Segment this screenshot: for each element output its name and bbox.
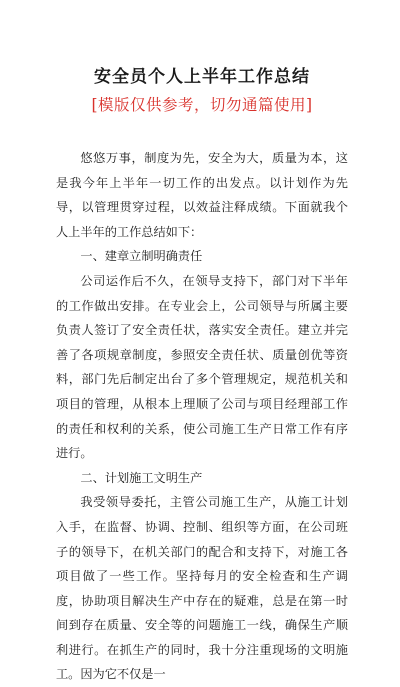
section-2-paragraph: 我受领导委托，主管公司施工生产，从施工计划入手，在监督、协调、控制、组织等方面，在公司班子的领导下，在机关部门的配合和支持下，对施工各项目做了一些工作。坚持每月的安全检查和生产调度，协助项目解决生产中存在的疑难，总是在第一时间到存在质量、安全等的问题施工一线，确保生产顺利进行。在抓生产的同时，我十分注重现场的文明施工。因为它不仅是一: [56, 495, 348, 682]
document-body: [56, 146, 348, 687]
document-title: 安全员个人上半年工作总结: [94, 67, 310, 87]
section-1-paragraph: 公司运作后不久，在领导支持下，部门对下半年的工作做出安排。在专业会上，公司领导与所属主要负责人签订了安全责任状，落实安全责任。建立并完善了各项规章制度，参照安全责任状、质量创优等资料，部门先后制定出台了多个管理规定，规范机关和项目的管理，从根本上理顺了公司与项目经理部工作的责任和权利的关系，使公司施工生产日常工作有序进行。: [56, 273, 348, 461]
section-heading-1: 一、建章立制明确责任: [80, 249, 203, 264]
document-subtitle: [模版仅供参考，切勿通篇使用]: [91, 96, 313, 114]
intro-paragraph: 悠悠万事，制度为先，安全为大，质量为本，这是我今年上半年一切工作的出发点。以计划作为先导，以管理贯穿过程，以效益注释成绩。下面就我个人上半年的工作总结如下：: [56, 151, 348, 239]
section-heading-2: 二、计划施工文明生产: [80, 470, 203, 485]
